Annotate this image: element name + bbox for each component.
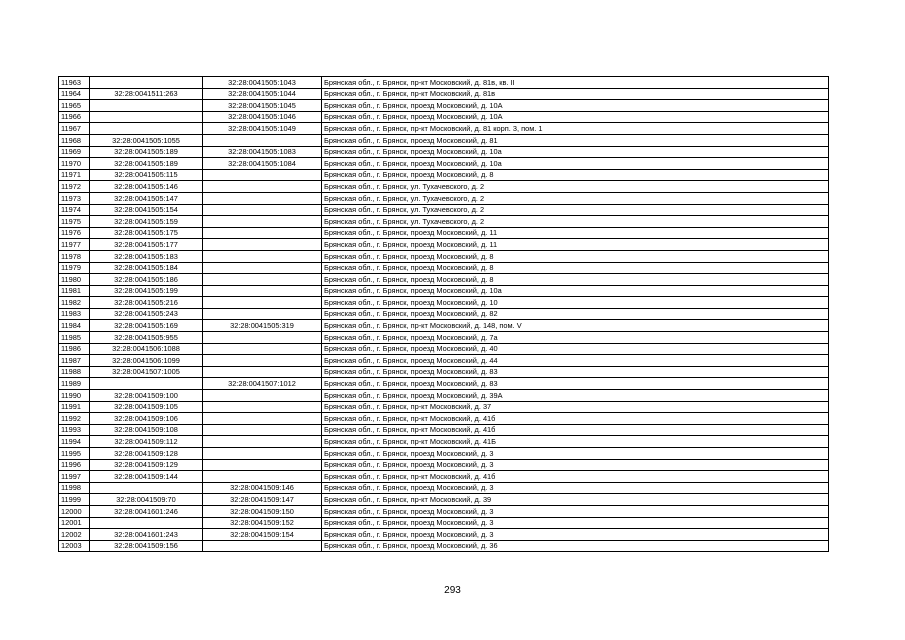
address-cell: Брянская обл., г. Брянск, пр-кт Московский, д. 81в: [322, 88, 829, 100]
table-row: [59, 285, 829, 297]
cadastral-number-cell: 32:28:0041509:144: [90, 471, 203, 483]
row-number-cell: 11969: [59, 146, 90, 158]
address-cell: Брянская обл., г. Брянск, проезд Московский, д. 3: [322, 482, 829, 494]
object-number-cell: [203, 332, 322, 344]
row-number-cell: 11976: [59, 227, 90, 239]
row-number-cell: 11993: [59, 424, 90, 436]
cadastral-number-cell: 32:28:0041505:189: [90, 158, 203, 170]
address-cell: Брянская обл., г. Брянск, проезд Московский, д. 11: [322, 239, 829, 251]
address-cell: Брянская обл., г. Брянск, проезд Московский, д. 83: [322, 378, 829, 390]
object-number-cell: 32:28:0041505:319: [203, 320, 322, 332]
object-number-cell: 32:28:0041509:150: [203, 505, 322, 517]
object-number-cell: [203, 250, 322, 262]
registry-table-body: [59, 77, 829, 552]
cadastral-number-cell: 32:28:0041505:216: [90, 297, 203, 309]
row-number-cell: 11980: [59, 274, 90, 286]
object-number-cell: [203, 343, 322, 355]
cadastral-number-cell: 32:28:0041601:246: [90, 505, 203, 517]
address-cell: Брянская обл., г. Брянск, ул. Тухачевского, д. 2: [322, 181, 829, 193]
address-cell: Брянская обл., г. Брянск, проезд Московский, д. 8: [322, 250, 829, 262]
object-number-cell: [203, 540, 322, 552]
object-number-cell: [203, 390, 322, 402]
address-cell: Брянская обл., г. Брянск, ул. Тухачевского, д. 2: [322, 216, 829, 228]
object-number-cell: [203, 285, 322, 297]
cadastral-number-cell: 32:28:0041505:169: [90, 320, 203, 332]
row-number-cell: 11990: [59, 390, 90, 402]
row-number-cell: 11966: [59, 111, 90, 123]
table-row: [59, 378, 829, 390]
row-number-cell: 11981: [59, 285, 90, 297]
table-row: [59, 448, 829, 460]
address-cell: Брянская обл., г. Брянск, ул. Тухачевского, д. 2: [322, 192, 829, 204]
table-row: [59, 320, 829, 332]
object-number-cell: [203, 424, 322, 436]
address-cell: Брянская обл., г. Брянск, проезд Московский, д. 8: [322, 262, 829, 274]
table-row: [59, 111, 829, 123]
table-row: [59, 250, 829, 262]
cadastral-number-cell: 32:28:0041505:199: [90, 285, 203, 297]
table-row: [59, 88, 829, 100]
address-cell: Брянская обл., г. Брянск, проезд Московский, д. 8: [322, 274, 829, 286]
page-number: 293: [444, 585, 461, 596]
cadastral-number-cell: 32:28:0041601:243: [90, 529, 203, 541]
row-number-cell: 11989: [59, 378, 90, 390]
table-row: [59, 413, 829, 425]
object-number-cell: [203, 181, 322, 193]
object-number-cell: [203, 436, 322, 448]
row-number-cell: 11973: [59, 192, 90, 204]
row-number-cell: 11979: [59, 262, 90, 274]
table-row: [59, 274, 829, 286]
row-number-cell: 11999: [59, 494, 90, 506]
cadastral-number-cell: 32:28:0041505:147: [90, 192, 203, 204]
object-number-cell: [203, 227, 322, 239]
cadastral-number-cell: 32:28:0041507:1005: [90, 366, 203, 378]
address-cell: Брянская обл., г. Брянск, проезд Московский, д. 7а: [322, 332, 829, 344]
cadastral-number-cell: 32:28:0041511:263: [90, 88, 203, 100]
table-row: [59, 308, 829, 320]
row-number-cell: 11967: [59, 123, 90, 135]
cadastral-number-cell: 32:28:0041509:105: [90, 401, 203, 413]
object-number-cell: 32:28:0041507:1012: [203, 378, 322, 390]
row-number-cell: 11974: [59, 204, 90, 216]
object-number-cell: 32:28:0041509:152: [203, 517, 322, 529]
object-number-cell: [203, 459, 322, 471]
address-cell: Брянская обл., г. Брянск, пр-кт Московский, д. 41Б: [322, 436, 829, 448]
cadastral-number-cell: 32:28:0041505:177: [90, 239, 203, 251]
address-cell: Брянская обл., г. Брянск, пр-кт Московский, д. 37: [322, 401, 829, 413]
cadastral-number-cell: 32:28:0041506:1099: [90, 355, 203, 367]
registry-table: [58, 76, 829, 552]
row-number-cell: 11994: [59, 436, 90, 448]
cadastral-number-cell: 32:28:0041509:100: [90, 390, 203, 402]
row-number-cell: 11996: [59, 459, 90, 471]
table-row: [59, 227, 829, 239]
address-cell: Брянская обл., г. Брянск, проезд Московский, д. 81: [322, 134, 829, 146]
address-cell: Брянская обл., г. Брянск, проезд Московский, д. 3: [322, 529, 829, 541]
address-cell: Брянская обл., г. Брянск, проезд Московский, д. 10А: [322, 100, 829, 112]
object-number-cell: [203, 297, 322, 309]
row-number-cell: 11986: [59, 343, 90, 355]
table-row: [59, 297, 829, 309]
cadastral-number-cell: [90, 111, 203, 123]
table-row: [59, 366, 829, 378]
row-number-cell: 11965: [59, 100, 90, 112]
object-number-cell: 32:28:0041505:1083: [203, 146, 322, 158]
object-number-cell: 32:28:0041505:1049: [203, 123, 322, 135]
address-cell: Брянская обл., г. Брянск, проезд Московский, д. 10а: [322, 158, 829, 170]
cadastral-number-cell: [90, 77, 203, 89]
cadastral-number-cell: 32:28:0041505:154: [90, 204, 203, 216]
row-number-cell: 11978: [59, 250, 90, 262]
object-number-cell: [203, 274, 322, 286]
object-number-cell: 32:28:0041509:146: [203, 482, 322, 494]
row-number-cell: 12001: [59, 517, 90, 529]
address-cell: Брянская обл., г. Брянск, пр-кт Московский, д. 41б: [322, 471, 829, 483]
table-row: [59, 505, 829, 517]
cadastral-number-cell: 32:28:0041505:955: [90, 332, 203, 344]
table-row: [59, 204, 829, 216]
object-number-cell: [203, 192, 322, 204]
address-cell: Брянская обл., г. Брянск, проезд Московский, д. 3: [322, 459, 829, 471]
object-number-cell: [203, 262, 322, 274]
table-row: [59, 390, 829, 402]
cadastral-number-cell: 32:28:0041509:70: [90, 494, 203, 506]
table-row: [59, 146, 829, 158]
row-number-cell: 11977: [59, 239, 90, 251]
table-row: [59, 181, 829, 193]
cadastral-number-cell: 32:28:0041505:146: [90, 181, 203, 193]
address-cell: Брянская обл., г. Брянск, пр-кт Московский, д. 81 корп. 3, пом. 1: [322, 123, 829, 135]
object-number-cell: [203, 355, 322, 367]
table-row: [59, 100, 829, 112]
cadastral-number-cell: 32:28:0041506:1088: [90, 343, 203, 355]
table-row: [59, 529, 829, 541]
address-cell: Брянская обл., г. Брянск, проезд Московский, д. 10а: [322, 146, 829, 158]
address-cell: Брянская обл., г. Брянск, проезд Московский, д. 3: [322, 505, 829, 517]
object-number-cell: 32:28:0041505:1043: [203, 77, 322, 89]
row-number-cell: 11968: [59, 134, 90, 146]
table-row: [59, 192, 829, 204]
object-number-cell: [203, 366, 322, 378]
table-row: [59, 424, 829, 436]
table-row: [59, 134, 829, 146]
table-row: [59, 482, 829, 494]
row-number-cell: 12003: [59, 540, 90, 552]
table-row: [59, 471, 829, 483]
object-number-cell: [203, 204, 322, 216]
address-cell: Брянская обл., г. Брянск, пр-кт Московский, д. 81в, кв. II: [322, 77, 829, 89]
cadastral-number-cell: 32:28:0041509:106: [90, 413, 203, 425]
row-number-cell: 11982: [59, 297, 90, 309]
table-row: [59, 494, 829, 506]
table-row: [59, 401, 829, 413]
cadastral-number-cell: [90, 123, 203, 135]
object-number-cell: 32:28:0041505:1044: [203, 88, 322, 100]
object-number-cell: [203, 308, 322, 320]
cadastral-number-cell: 32:28:0041505:1055: [90, 134, 203, 146]
cadastral-number-cell: 32:28:0041509:108: [90, 424, 203, 436]
address-cell: Брянская обл., г. Брянск, проезд Московский, д. 40: [322, 343, 829, 355]
table-row: [59, 158, 829, 170]
object-number-cell: 32:28:0041509:147: [203, 494, 322, 506]
cadastral-number-cell: 32:28:0041505:115: [90, 169, 203, 181]
table-row: [59, 169, 829, 181]
row-number-cell: 11963: [59, 77, 90, 89]
address-cell: Брянская обл., г. Брянск, проезд Московский, д. 10А: [322, 111, 829, 123]
object-number-cell: [203, 401, 322, 413]
address-cell: Брянская обл., г. Брянск, проезд Московский, д. 11: [322, 227, 829, 239]
row-number-cell: 11998: [59, 482, 90, 494]
address-cell: Брянская обл., г. Брянск, проезд Московский, д. 83: [322, 366, 829, 378]
row-number-cell: 12000: [59, 505, 90, 517]
table-row: [59, 216, 829, 228]
row-number-cell: 11972: [59, 181, 90, 193]
table-row: [59, 343, 829, 355]
cadastral-number-cell: 32:28:0041505:186: [90, 274, 203, 286]
table-row: [59, 332, 829, 344]
row-number-cell: 11992: [59, 413, 90, 425]
address-cell: Брянская обл., г. Брянск, проезд Московский, д. 8: [322, 169, 829, 181]
object-number-cell: [203, 239, 322, 251]
address-cell: Брянская обл., г. Брянск, проезд Московский, д. 10а: [322, 285, 829, 297]
object-number-cell: [203, 216, 322, 228]
table-row: [59, 540, 829, 552]
cadastral-number-cell: 32:28:0041505:243: [90, 308, 203, 320]
row-number-cell: 11988: [59, 366, 90, 378]
object-number-cell: [203, 471, 322, 483]
object-number-cell: [203, 134, 322, 146]
address-cell: Брянская обл., г. Брянск, проезд Московский, д. 44: [322, 355, 829, 367]
address-cell: Брянская обл., г. Брянск, проезд Московский, д. 3: [322, 448, 829, 460]
cadastral-number-cell: 32:28:0041509:156: [90, 540, 203, 552]
row-number-cell: 11970: [59, 158, 90, 170]
address-cell: Брянская обл., г. Брянск, пр-кт Московский, д. 39: [322, 494, 829, 506]
address-cell: Брянская обл., г. Брянск, проезд Московский, д. 3: [322, 517, 829, 529]
cadastral-number-cell: 32:28:0041509:112: [90, 436, 203, 448]
object-number-cell: 32:28:0041505:1084: [203, 158, 322, 170]
address-cell: Брянская обл., г. Брянск, проезд Московский, д. 36: [322, 540, 829, 552]
cadastral-number-cell: [90, 482, 203, 494]
row-number-cell: 11997: [59, 471, 90, 483]
address-cell: Брянская обл., г. Брянск, пр-кт Московский, д. 148, пом. V: [322, 320, 829, 332]
table-row: [59, 239, 829, 251]
object-number-cell: 32:28:0041505:1046: [203, 111, 322, 123]
address-cell: Брянская обл., г. Брянск, пр-кт Московский, д. 41б: [322, 413, 829, 425]
row-number-cell: 11987: [59, 355, 90, 367]
row-number-cell: 11995: [59, 448, 90, 460]
object-number-cell: 32:28:0041509:154: [203, 529, 322, 541]
row-number-cell: 11975: [59, 216, 90, 228]
cadastral-number-cell: 32:28:0041505:183: [90, 250, 203, 262]
cadastral-number-cell: [90, 378, 203, 390]
object-number-cell: [203, 413, 322, 425]
address-cell: Брянская обл., г. Брянск, проезд Московский, д. 10: [322, 297, 829, 309]
table-row: [59, 355, 829, 367]
row-number-cell: 11985: [59, 332, 90, 344]
address-cell: Брянская обл., г. Брянск, проезд Московский, д. 39А: [322, 390, 829, 402]
row-number-cell: 11983: [59, 308, 90, 320]
cadastral-number-cell: 32:28:0041505:159: [90, 216, 203, 228]
address-cell: Брянская обл., г. Брянск, пр-кт Московский, д. 41б: [322, 424, 829, 436]
cadastral-number-cell: [90, 100, 203, 112]
table-row: [59, 262, 829, 274]
row-number-cell: 11971: [59, 169, 90, 181]
row-number-cell: 12002: [59, 529, 90, 541]
table-row: [59, 459, 829, 471]
row-number-cell: 11991: [59, 401, 90, 413]
address-cell: Брянская обл., г. Брянск, ул. Тухачевского, д. 2: [322, 204, 829, 216]
table-row: [59, 77, 829, 89]
row-number-cell: 11984: [59, 320, 90, 332]
table-row: [59, 436, 829, 448]
cadastral-number-cell: 32:28:0041505:175: [90, 227, 203, 239]
table-row: [59, 123, 829, 135]
object-number-cell: [203, 448, 322, 460]
address-cell: Брянская обл., г. Брянск, проезд Московский, д. 82: [322, 308, 829, 320]
object-number-cell: 32:28:0041505:1045: [203, 100, 322, 112]
cadastral-number-cell: 32:28:0041509:128: [90, 448, 203, 460]
table-row: [59, 517, 829, 529]
cadastral-number-cell: 32:28:0041505:184: [90, 262, 203, 274]
object-number-cell: [203, 169, 322, 181]
row-number-cell: 11964: [59, 88, 90, 100]
cadastral-number-cell: [90, 517, 203, 529]
cadastral-number-cell: 32:28:0041505:189: [90, 146, 203, 158]
cadastral-number-cell: 32:28:0041509:129: [90, 459, 203, 471]
